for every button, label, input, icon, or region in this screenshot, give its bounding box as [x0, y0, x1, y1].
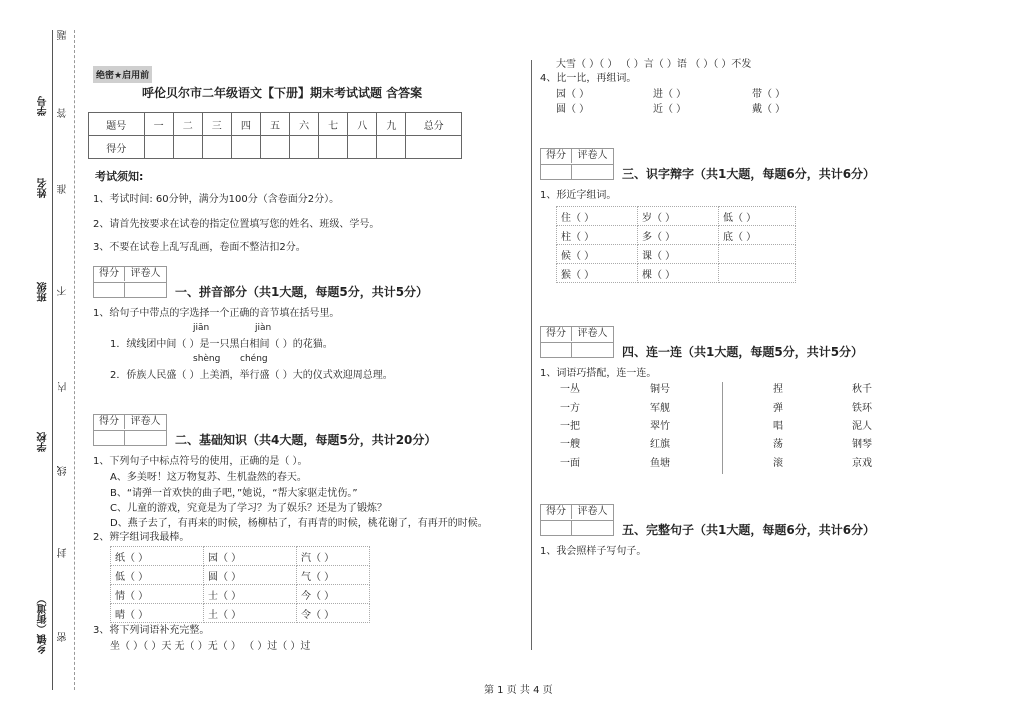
match-word[interactable]: 铁环 — [852, 403, 872, 414]
section4-question: 1、词语巧搭配，连一连。 — [540, 368, 657, 379]
score-table-header: 七 — [319, 113, 348, 136]
grid-cell[interactable]: 课（ ） — [638, 245, 719, 264]
margin-char-xian: 线 — [58, 466, 69, 476]
section2-question: 2、辨字组词我最棒。 — [93, 532, 190, 543]
notice-item: 3、不要在试卷上乱写乱画，卷面不整洁扣2分。 — [93, 242, 306, 253]
score-cell[interactable] — [377, 136, 406, 159]
grid-cell[interactable]: 柱（ ） — [557, 226, 638, 245]
option-b: B、“请弹一首欢快的曲子吧，”她说，“帮大家驱走忧伤。” — [110, 488, 358, 499]
compare-cell[interactable]: 进（ ） — [653, 89, 687, 100]
section1-title: 一、拼音部分（共1大题，每题5分，共计5分） — [175, 285, 429, 299]
section1-question: 1、给句子中带点的字选择一个正确的音节填在括号里。 — [93, 308, 340, 319]
match-word[interactable]: 唱 — [773, 421, 783, 432]
section4-scorebox — [540, 326, 614, 358]
match-word[interactable]: 一把 — [560, 421, 580, 432]
option-d: D、燕子去了，有再来的时候，杨柳枯了，有再青的时候，桃花谢了，有再开的时候。 — [110, 518, 488, 529]
score-table-header: 八 — [348, 113, 377, 136]
grid-cell[interactable]: 园（ ） — [204, 547, 297, 566]
fill-blank-line[interactable]: 坐（ ）（ ）天 无（ ）无（ ） （ ）过（ ）过 — [110, 641, 311, 652]
score-row-label: 得分 — [89, 136, 145, 159]
score-cell[interactable] — [260, 136, 289, 159]
grid-cell[interactable]: 岁（ ） — [638, 207, 719, 226]
pinyin-label: shèng — [193, 354, 221, 364]
margin-label-student-id: 学号 — [38, 96, 49, 116]
match-word[interactable]: 一方 — [560, 403, 580, 414]
score-cell[interactable] — [290, 136, 319, 159]
match-word[interactable]: 鱼塘 — [650, 458, 670, 469]
compare-cell[interactable]: 圆（ ） — [556, 104, 590, 115]
grid-cell[interactable]: 底（ ） — [719, 226, 796, 245]
grid-cell[interactable]: 汽（ ） — [297, 547, 370, 566]
scorebox-reviewer-label: 评卷人 — [130, 416, 161, 427]
grid-cell[interactable]: 住（ ） — [557, 207, 638, 226]
grid-cell[interactable]: 猴（ ） — [557, 264, 638, 283]
score-table-header: 三 — [202, 113, 231, 136]
match-word[interactable]: 京戏 — [852, 458, 872, 469]
page-title: 呼伦贝尔市二年级语文【下册】期末考试试题 含答案 — [142, 86, 423, 100]
match-word[interactable]: 一艘 — [560, 439, 580, 450]
match-divider — [722, 382, 723, 474]
grid-cell[interactable]: 土（ ） — [204, 604, 297, 623]
match-word[interactable]: 红旗 — [650, 439, 670, 450]
confidential-stamp: 绝密★启用前 — [93, 66, 152, 83]
margin-char-da: 答 — [58, 108, 69, 118]
scorebox-reviewer-label: 评卷人 — [577, 150, 608, 161]
score-table-header: 九 — [377, 113, 406, 136]
scorebox-reviewer-label: 评卷人 — [130, 268, 161, 279]
scorebox-score-label: 得分 — [94, 267, 125, 281]
score-cell[interactable] — [231, 136, 260, 159]
grid-cell[interactable]: 今（ ） — [297, 585, 370, 604]
section2-question: 3、将下列词语补充完整。 — [93, 625, 210, 636]
score-cell[interactable] — [406, 136, 462, 159]
grid-cell[interactable] — [719, 264, 796, 283]
option-a: A、多美呀！这万物复苏、生机盎然的春天。 — [110, 472, 307, 483]
score-cell[interactable] — [173, 136, 202, 159]
score-cell[interactable] — [202, 136, 231, 159]
scorebox-score-label: 得分 — [94, 415, 125, 429]
binding-line — [52, 30, 53, 690]
grid-cell[interactable] — [719, 245, 796, 264]
grid-cell[interactable]: 低（ ） — [719, 207, 796, 226]
margin-label-school: 学校 — [38, 432, 49, 452]
grid-cell[interactable]: 士（ ） — [204, 585, 297, 604]
section1-line: 2．侨族人民盛（ ）上美酒，举行盛（ ）大的仪式欢迎周总理。 — [110, 370, 393, 381]
margin-char-feng: 封 — [58, 548, 69, 558]
score-cell[interactable] — [348, 136, 377, 159]
section5-scorebox — [540, 504, 614, 536]
notice-item: 2、请首先按要求在试卷的指定位置填写您的姓名、班级、学号。 — [93, 219, 380, 230]
grid-cell[interactable]: 气（ ） — [297, 566, 370, 585]
similar-char-grid — [556, 206, 796, 283]
match-word[interactable]: 滚 — [773, 458, 783, 469]
margin-label-township: 乡镇（街道） — [38, 594, 49, 654]
fill-blank-line[interactable]: 大雪（ ）（ ） （ ）言（ ）语 （ ）（ ）不发 — [556, 59, 752, 70]
margin-char-mi: 密 — [58, 632, 69, 642]
pinyin-label: chéng — [240, 354, 268, 364]
match-word[interactable]: 荡 — [773, 439, 783, 450]
section5-title: 五、完整句子（共1大题，每题6分，共计6分） — [622, 523, 876, 537]
section2-title: 二、基础知识（共4大题，每题5分，共计20分） — [175, 433, 437, 447]
section2-scorebox — [93, 414, 167, 446]
grid-cell[interactable]: 棵（ ） — [638, 264, 719, 283]
match-word[interactable]: 一面 — [560, 458, 580, 469]
score-table-header: 题号 — [89, 113, 145, 136]
score-table-header: 五 — [260, 113, 289, 136]
margin-char-ti: 题 — [58, 30, 69, 40]
compare-cell[interactable]: 戴（ ） — [752, 104, 786, 115]
grid-cell[interactable]: 多（ ） — [638, 226, 719, 245]
score-cell[interactable] — [319, 136, 348, 159]
score-table-header: 六 — [290, 113, 319, 136]
margin-char-nei: 内 — [58, 382, 69, 392]
match-word[interactable]: 一丛 — [560, 384, 580, 395]
notice-item: 1、考试时间: 60分钟，满分为100分（含卷面分2分）。 — [93, 194, 340, 205]
section2-question: 4、比一比，再组词。 — [540, 73, 637, 84]
match-word[interactable]: 泥人 — [852, 421, 872, 432]
grid-cell[interactable]: 晴（ ） — [111, 604, 204, 623]
scorebox-score-label: 得分 — [541, 149, 572, 163]
grid-cell[interactable]: 情（ ） — [111, 585, 204, 604]
pinyin-label: jiàn — [255, 323, 272, 333]
match-word[interactable]: 铜号 — [650, 384, 670, 395]
page-number: 第 1 页 共 4 页 — [484, 685, 553, 696]
score-cell[interactable] — [144, 136, 173, 159]
scorebox-score-label: 得分 — [541, 505, 572, 519]
scorebox-reviewer-label: 评卷人 — [577, 328, 608, 339]
margin-char-zhun: 准 — [58, 184, 69, 194]
match-word[interactable]: 军舰 — [650, 403, 670, 414]
score-table-header: 总分 — [406, 113, 462, 136]
section2-question: 1、下列句子中标点符号的使用，正确的是（ ）。 — [93, 456, 308, 467]
match-word[interactable]: 弹 — [773, 403, 783, 414]
margin-label-name: 姓名 — [38, 178, 49, 198]
score-table-header: 二 — [173, 113, 202, 136]
grid-cell[interactable]: 候（ ） — [557, 245, 638, 264]
margin-char-bu: 不 — [58, 286, 69, 296]
section1-line: 1．绒线团中间（ ）是一只黑白相间（ ）的花猫。 — [110, 339, 333, 350]
score-table — [88, 112, 462, 159]
option-c: C、儿童的游戏，究竟是为了学习？为了娱乐？还是为了锻炼？ — [110, 503, 387, 514]
scorebox-score-label: 得分 — [541, 327, 572, 341]
score-table-header: 一 — [144, 113, 173, 136]
section3-question: 1、形近字组词。 — [540, 190, 617, 201]
margin-label-class: 班级 — [38, 282, 49, 302]
match-word[interactable]: 秋千 — [852, 384, 872, 395]
section5-question: 1、我会照样子写句子。 — [540, 546, 647, 557]
match-word[interactable]: 捏 — [773, 384, 783, 395]
grid-cell[interactable]: 纸（ ） — [111, 547, 204, 566]
grid-cell[interactable]: 低（ ） — [111, 566, 204, 585]
compare-cell[interactable]: 园（ ） — [556, 89, 590, 100]
notice-heading: 考试须知: — [95, 170, 144, 183]
section3-scorebox — [540, 148, 614, 180]
compare-cell[interactable]: 近（ ） — [653, 104, 687, 115]
word-grid — [110, 546, 370, 623]
binding-dashed-line — [74, 30, 75, 690]
section4-title: 四、连一连（共1大题，每题5分，共计5分） — [622, 345, 864, 359]
section1-scorebox — [93, 266, 167, 298]
compare-cell[interactable]: 带（ ） — [752, 89, 786, 100]
match-word[interactable]: 翠竹 — [650, 421, 670, 432]
section3-title: 三、识字辩字（共1大题，每题6分，共计6分） — [622, 167, 876, 181]
pinyin-label: jiān — [193, 323, 210, 333]
column-divider — [531, 60, 532, 650]
match-word[interactable]: 钢琴 — [852, 439, 872, 450]
grid-cell[interactable]: 令（ ） — [297, 604, 370, 623]
grid-cell[interactable]: 圆（ ） — [204, 566, 297, 585]
score-table-header: 四 — [231, 113, 260, 136]
scorebox-reviewer-label: 评卷人 — [577, 506, 608, 517]
